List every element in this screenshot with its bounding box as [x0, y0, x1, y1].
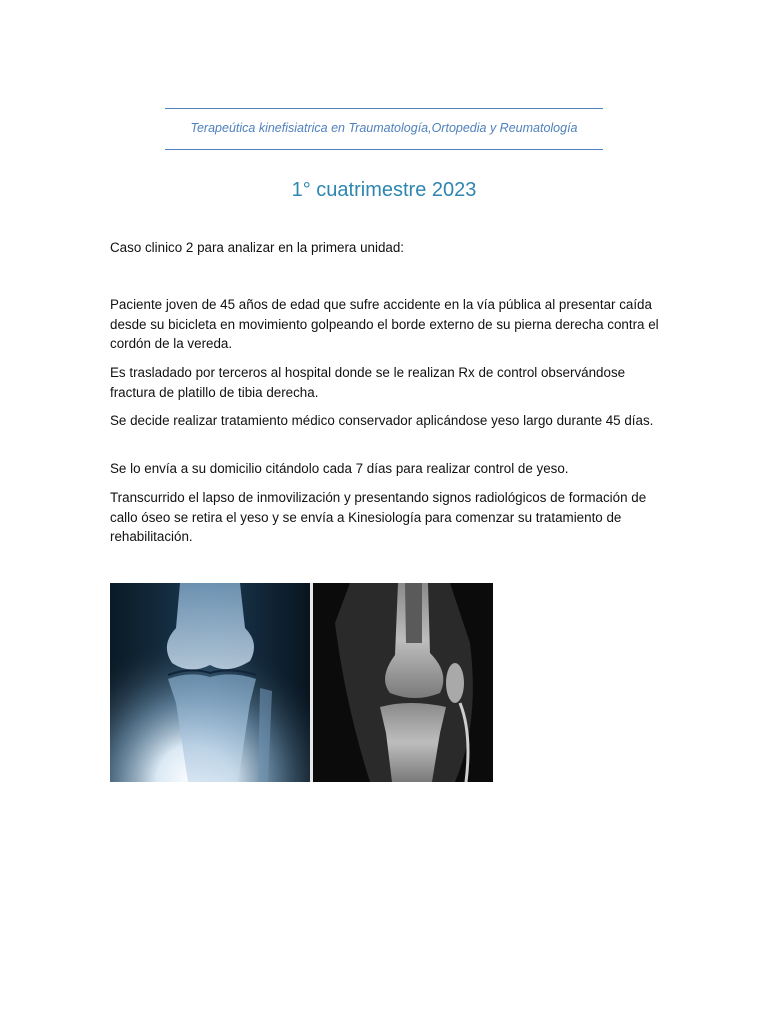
- paragraph-2: [110, 363, 662, 402]
- paragraph-1: [110, 295, 662, 354]
- knee-ct-sagittal: [313, 583, 493, 782]
- paragraph-text: Se lo envía a su domicilio citándolo cada 7 días para realizar control de yeso.: [110, 461, 569, 476]
- panel-divider: [310, 583, 313, 782]
- page-title: 1° cuatrimestre 2023: [291, 179, 477, 201]
- paragraph-5: [110, 488, 662, 547]
- knee-radiograph-frontal: [110, 583, 310, 782]
- header-bottom-rule: [165, 149, 603, 150]
- case-heading-text: Caso clinico 2 para analizar en la primera unidad:: [110, 240, 405, 255]
- knee-xray-image: [110, 583, 493, 782]
- paragraph-text: Transcurrido el lapso de inmovilización y presentando signos radiológicos de formación de callo óseo se retira el yeso y se envía a Kinesiología para comenzar su tratamiento de rehabilitación.: [110, 490, 647, 544]
- case-heading: [110, 238, 662, 258]
- knee-xray-figure-svg: [110, 583, 493, 782]
- paragraph-text: Paciente joven de 45 años de edad que sufre accidente en la vía pública al presentar caída desde su bicicleta en movimiento golpeando el borde externo de su pierna derecha contra el cordón de la vereda.: [110, 297, 659, 351]
- paragraph-3: [110, 411, 662, 431]
- paragraph-text: Es trasladado por terceros al hospital donde se le realizan Rx de control observándose fractura de platillo de tibia derecha.: [110, 365, 626, 400]
- header-subtitle: Terapeútica kinefisiatrica en Traumatología,Ortopedia y Reumatología: [190, 121, 578, 135]
- paragraph-4: [110, 459, 662, 479]
- paragraph-text: Se decide realizar tratamiento médico conservador aplicándose yeso largo durante 45 días.: [110, 413, 654, 428]
- header-top-rule: [165, 108, 603, 109]
